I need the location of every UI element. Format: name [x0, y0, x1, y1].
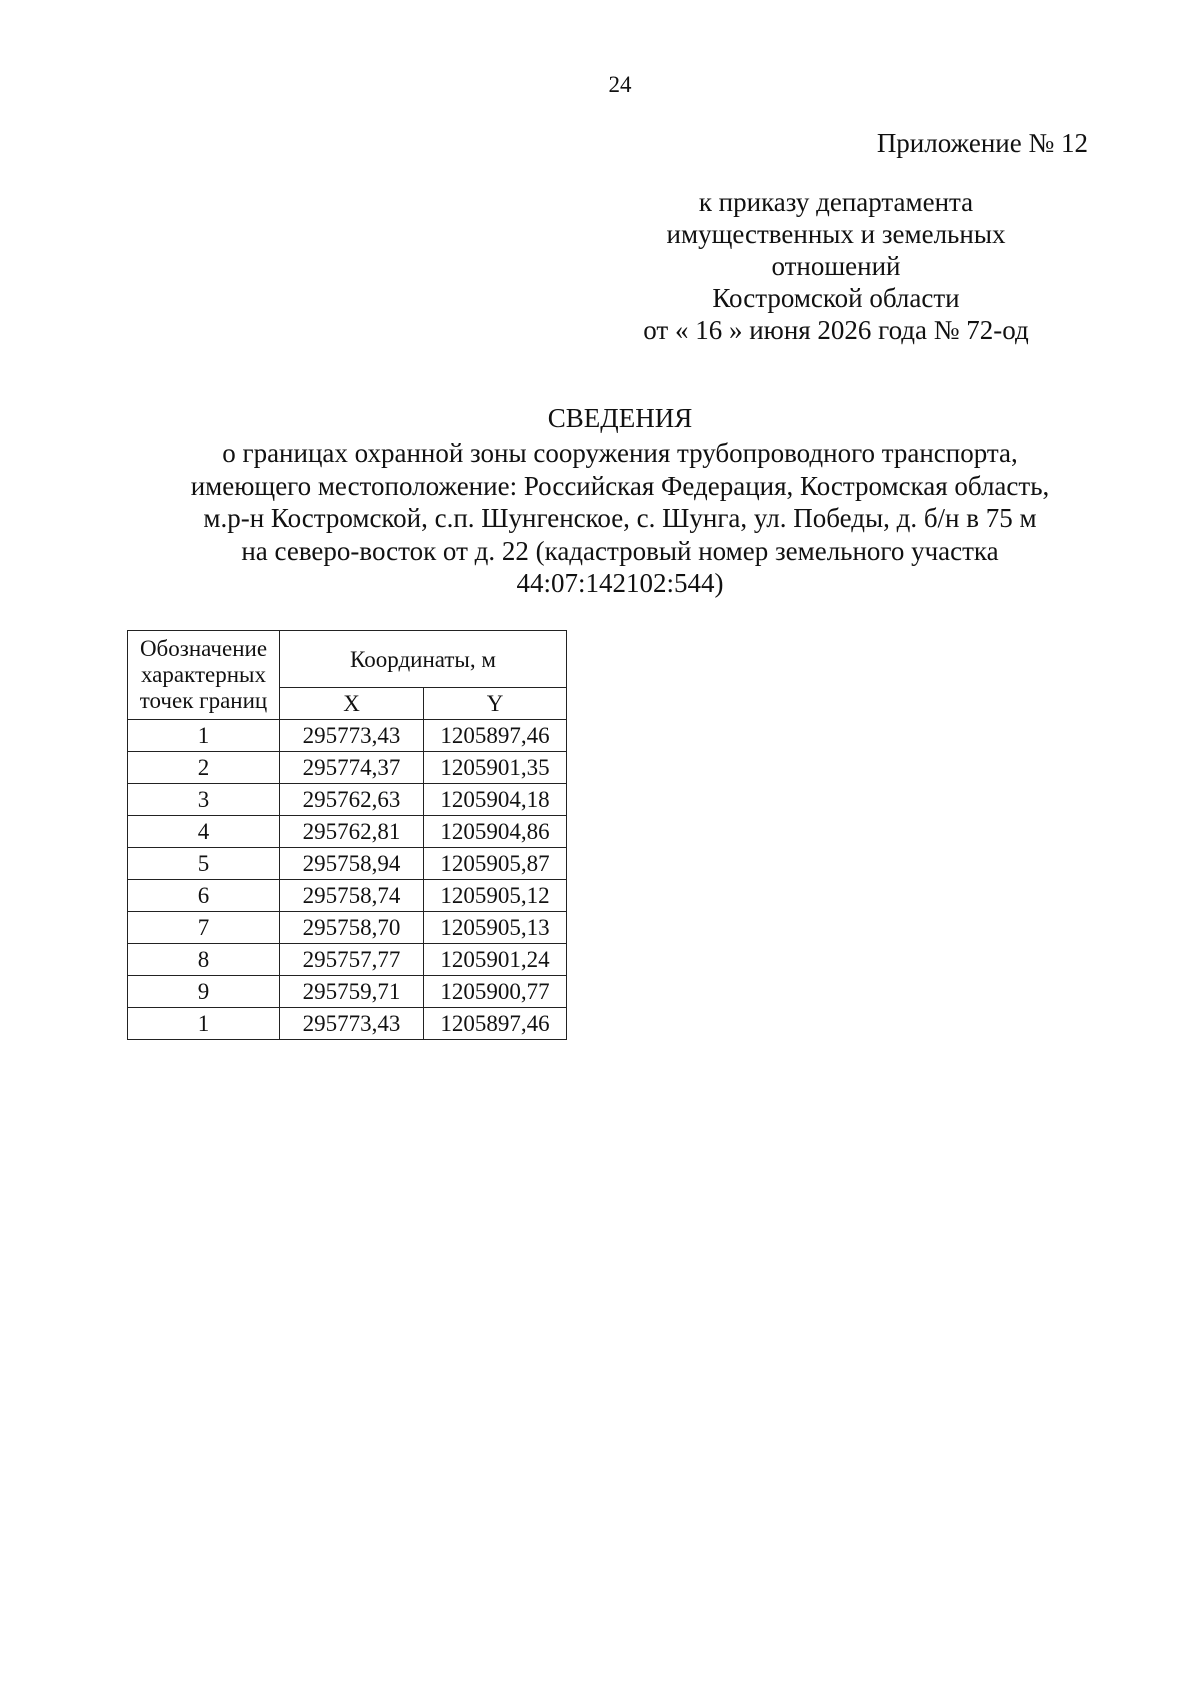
y-cell: 1205905,87 [424, 848, 567, 880]
point-cell: 1 [128, 1008, 280, 1040]
y-cell: 1205901,35 [424, 752, 567, 784]
point-cell: 9 [128, 976, 280, 1008]
subheading-line: на северо-восток от д. 22 (кадастровый номер земельного участка [241, 535, 999, 566]
y-cell: 1205905,12 [424, 880, 567, 912]
x-cell: 295773,43 [280, 720, 424, 752]
header-coordinates: Координаты, м [280, 631, 567, 688]
x-cell: 295774,37 [280, 752, 424, 784]
document-subheading [120, 437, 1120, 600]
document-heading: СВЕДЕНИЯ [547, 403, 693, 433]
order-line: от « 16 » июня 2026 года № 72-од [643, 315, 1029, 345]
header-points-line: точек границ [139, 688, 268, 713]
order-reference [620, 186, 1052, 346]
x-cell: 295773,43 [280, 1008, 424, 1040]
subheading-line: м.р-н Костромской, с.п. Шунгенское, с. Шунга, ул. Победы, д. б/н в 75 м [203, 503, 1037, 533]
point-cell: 8 [128, 944, 280, 976]
table-row [128, 848, 567, 880]
point-cell: 7 [128, 912, 280, 944]
table-row [128, 944, 567, 976]
header-points-line: Обозначение [139, 636, 268, 661]
point-cell: 6 [128, 880, 280, 912]
x-cell: 295762,63 [280, 784, 424, 816]
x-cell: 295758,74 [280, 880, 424, 912]
point-cell: 2 [128, 752, 280, 784]
table-row [128, 1008, 567, 1040]
page-number: 24 [608, 72, 632, 97]
table-row [128, 816, 567, 848]
x-cell: 295759,71 [280, 976, 424, 1008]
y-cell: 1205904,86 [424, 816, 567, 848]
x-cell: 295758,70 [280, 912, 424, 944]
order-line: имущественных и земельных [666, 219, 1006, 249]
coordinates-table [127, 630, 567, 1040]
table-row [128, 752, 567, 784]
appendix-title: Приложение № 12 [876, 128, 1088, 158]
x-cell: 295757,77 [280, 944, 424, 976]
y-cell: 1205904,18 [424, 784, 567, 816]
x-cell: 295758,94 [280, 848, 424, 880]
point-cell: 1 [128, 720, 280, 752]
point-cell: 3 [128, 784, 280, 816]
x-cell: 295762,81 [280, 816, 424, 848]
y-cell: 1205905,13 [424, 912, 567, 944]
subheading-line: о границах охранной зоны сооружения трубопроводного транспорта, [222, 438, 1018, 468]
header-points [128, 631, 280, 720]
table-row [128, 720, 567, 752]
header-x: X [280, 688, 424, 720]
y-cell: 1205897,46 [424, 1008, 567, 1040]
y-cell: 1205901,24 [424, 944, 567, 976]
subheading-line: имеющего местоположение: Российская Федерация, Костромская область, [190, 470, 1050, 501]
y-cell: 1205897,46 [424, 720, 567, 752]
header-points-line: характерных [140, 662, 266, 687]
table-row [128, 784, 567, 816]
order-line: к приказу департамента [698, 187, 974, 217]
y-cell: 1205900,77 [424, 976, 567, 1008]
table-row [128, 880, 567, 912]
point-cell: 4 [128, 816, 280, 848]
order-line: отношений [771, 251, 901, 281]
subheading-line: 44:07:142102:544) [516, 568, 724, 598]
header-y: Y [424, 688, 567, 720]
table-row [128, 912, 567, 944]
point-cell: 5 [128, 848, 280, 880]
order-line: Костромской области [712, 283, 960, 313]
table-row [128, 976, 567, 1008]
